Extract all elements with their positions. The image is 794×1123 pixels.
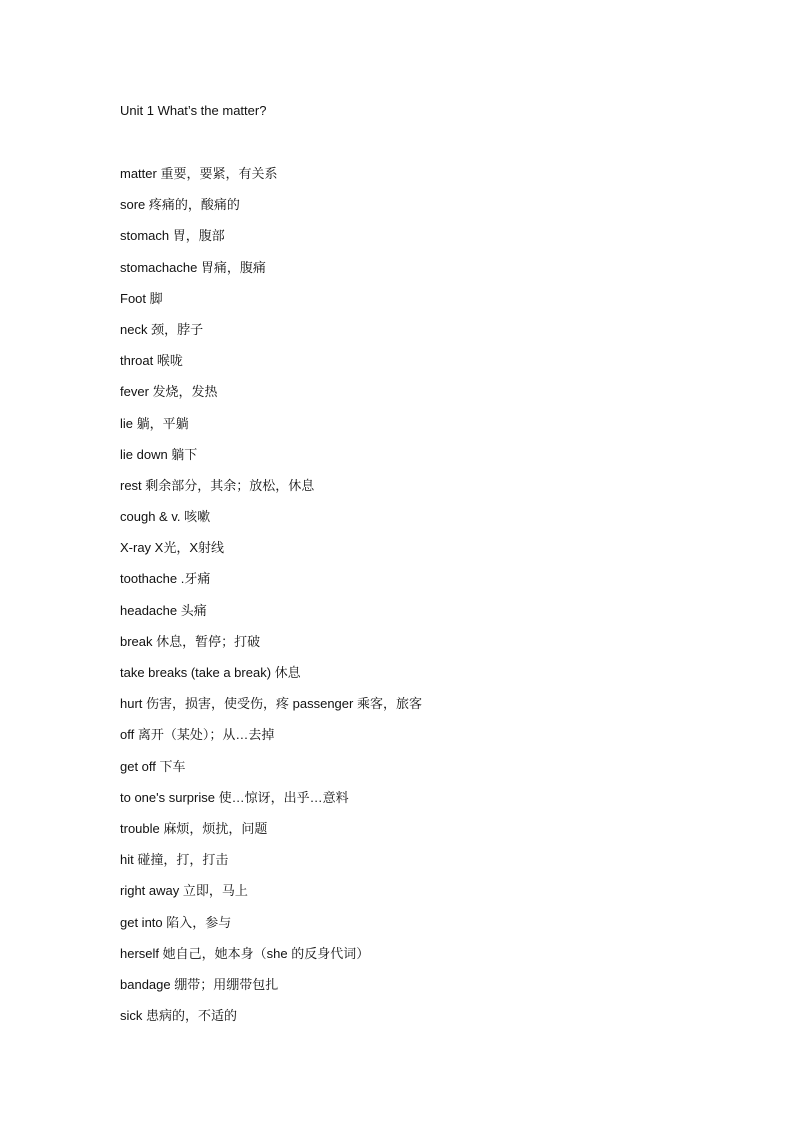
vocabulary-list [120,165,422,1038]
vocab-entry: lie 躺，平躺 [120,415,189,431]
vocab-entry: fever 发烧，发热 [120,384,218,400]
vocab-entry: X-ray X光，X射线 [120,540,225,556]
vocab-entry: take breaks (take a break) 休息 [120,665,301,680]
vocab-entry: sore 疼痛的，酸痛的 [120,197,240,213]
vocab-entry: neck 颈，脖子 [120,321,204,337]
vocab-entry: get into 陷入，参与 [120,914,232,930]
vocab-entry: to one's surprise 使…惊讶，出乎…意料 [120,789,349,805]
vocab-entry: off 离开（某处）；从…去掉 [120,727,275,743]
vocab-entry: hit 碰撞，打，打击 [120,852,229,868]
vocab-entry: trouble 麻烦，烦扰，问题 [120,820,268,836]
vocab-entry: rest 剩余部分，其余；放松，休息 [120,477,315,493]
vocab-entry: break 休息，暂停；打破 [120,633,261,649]
vocab-entry: bandage 绷带；用绷带包扎 [120,976,279,992]
vocab-entry: cough & v. 咳嗽 [120,509,211,525]
vocab-entry: hurt 伤害，损害，使受伤，疼 passenger 乘客，旅客 [120,696,422,712]
page-title: Unit 1 What’s the matter? [120,103,267,118]
vocab-entry: headache 头痛 [120,602,207,618]
vocab-entry: throat 喉咙 [120,353,183,369]
vocab-entry: get off 下车 [120,758,186,774]
vocab-entry: stomach 胃，腹部 [120,228,225,244]
vocab-entry: right away 立即，马上 [120,883,248,899]
vocab-entry: herself 她自己，她本身（she 的反身代词） [120,945,370,961]
vocab-entry: toothache .牙痛 [120,571,211,587]
vocab-entry: sick 患病的，不适的 [120,1008,238,1024]
vocab-entry: lie down 躺下 [120,446,198,462]
vocab-entry: matter 重要，要紧，有关系 [120,166,278,181]
vocab-entry: Foot 脚 [120,290,163,306]
vocab-entry: stomachache 胃痛，腹痛 [120,259,266,275]
